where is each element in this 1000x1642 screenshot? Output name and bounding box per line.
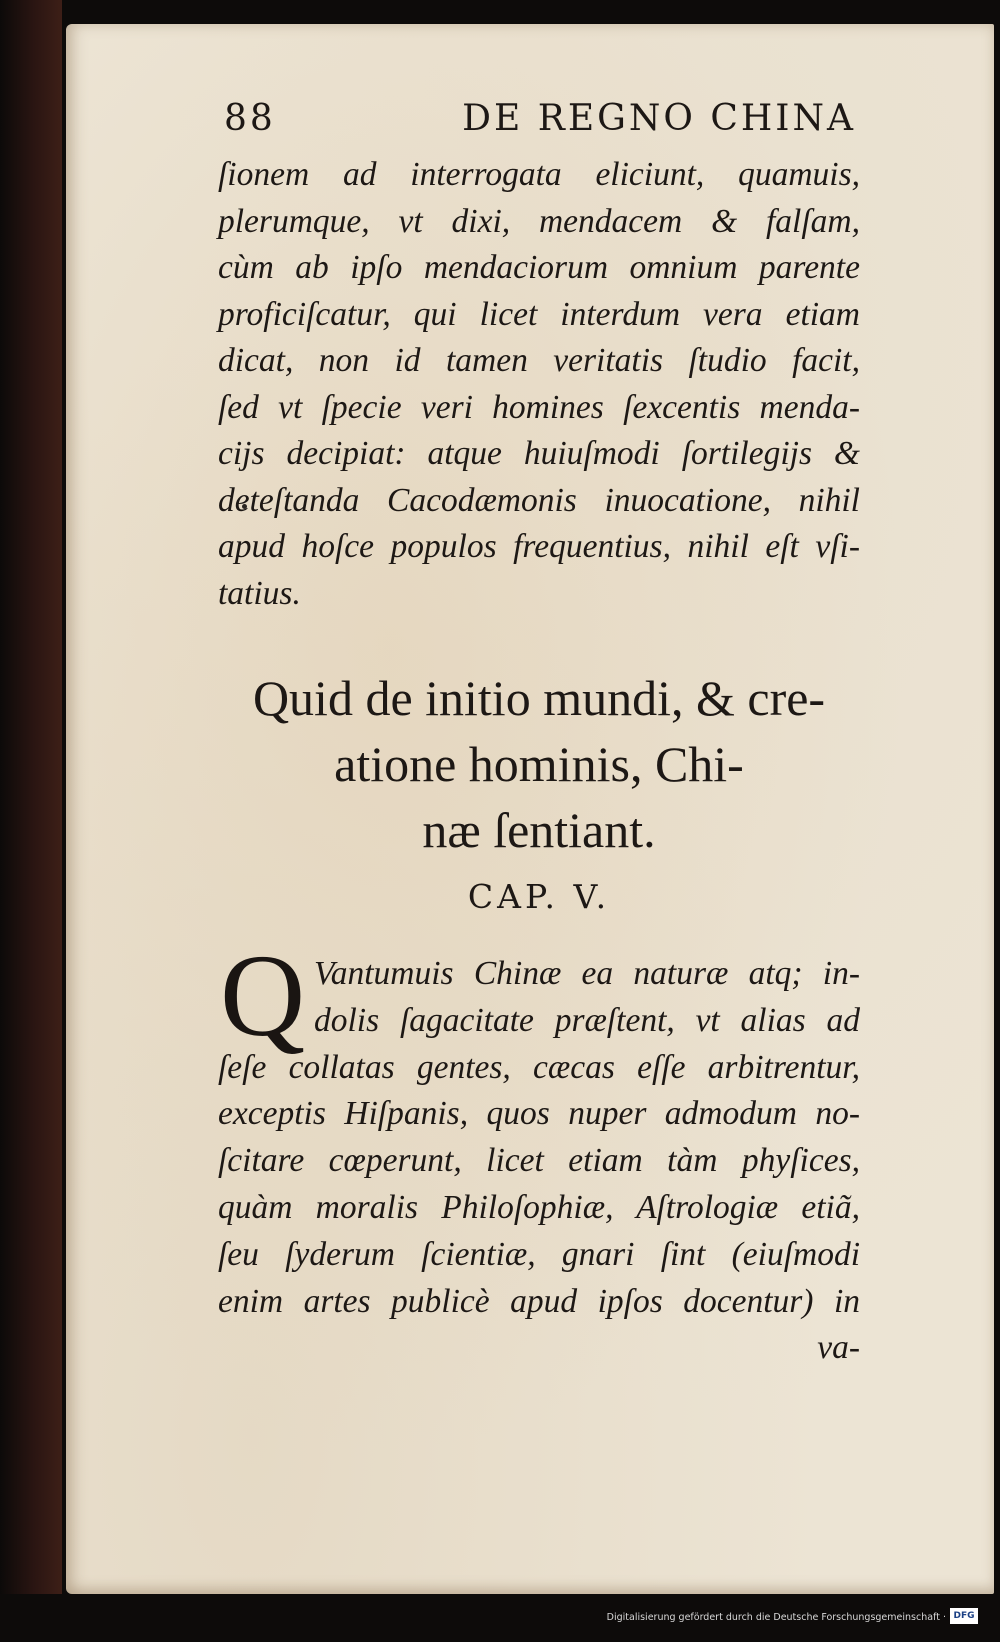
running-head bbox=[218, 98, 860, 150]
page-number: 88 bbox=[224, 98, 276, 139]
continued-paragraph bbox=[218, 152, 860, 617]
heading-line: Quid de initio mundi, & cre- bbox=[252, 670, 826, 726]
chapter-number: CAP. V. bbox=[467, 877, 611, 916]
page-content bbox=[218, 98, 860, 1372]
text-line: ſed vt ſpecie veri homines ſexcentis menda- bbox=[218, 388, 860, 426]
text-line: exceptis Hiſpanis, quos nuper admodum no- bbox=[218, 1095, 860, 1133]
drop-cap: Q bbox=[220, 930, 306, 1061]
text-line: quàm moralis Philoſophiæ, Aſtrologiæ etiã, bbox=[218, 1188, 860, 1226]
text-line: dicat, non id tamen veritatis ſtudio facit, bbox=[218, 342, 860, 379]
text-line: tatius. bbox=[218, 574, 301, 612]
text-line: deteſtanda Cacodæmonis inuocatione, nihil bbox=[218, 481, 860, 519]
text-line: dolis ſagacitate præſtent, vt alias ad bbox=[314, 1001, 860, 1039]
heading-line: atione hominis, Chi- bbox=[334, 736, 744, 792]
text-line: Vantumuis Chinæ ea naturæ atq; in- bbox=[314, 955, 860, 992]
text-line: ſcitare cœperunt, licet etiam tàm phyſices, bbox=[218, 1142, 860, 1180]
text-line: enim artes publicè apud ipſos docentur) in bbox=[218, 1282, 860, 1320]
text-line: apud hoſce populos frequentius, nihil eſt vſi- bbox=[218, 528, 860, 565]
chapter-heading bbox=[218, 665, 860, 863]
digitization-credit: Digitalisierung gefördert durch die Deutsche Forschungsgemeinschaft · bbox=[606, 1612, 946, 1623]
dfg-logo: DFG bbox=[950, 1608, 978, 1624]
text-line: ſeſe collatas gentes, cæcas eſſe arbitrentur, bbox=[218, 1048, 860, 1086]
text-line: cijs decipiat: atque huiuſmodi ſortilegijs & bbox=[218, 435, 860, 472]
chapter-body bbox=[218, 930, 860, 1372]
text-line: cùm ab ipſo mendaciorum omnium parente bbox=[218, 249, 860, 286]
text-line: ſionem ad interrogata eliciunt, quamuis, bbox=[218, 156, 860, 193]
book-binding-edge bbox=[0, 0, 62, 1642]
running-title: DE REGNO CHINA bbox=[462, 98, 856, 139]
text-line: proficiſcatur, qui licet interdum vera etiam bbox=[218, 295, 860, 333]
catchword: va- bbox=[817, 1329, 860, 1367]
text-line: plerumque, vt dixi, mendacem & falſam, bbox=[218, 202, 860, 240]
heading-line: næ ſentiant. bbox=[422, 802, 656, 858]
text-line: ſeu ſyderum ſcientiæ, gnari ſint (eiuſmodi bbox=[218, 1235, 860, 1273]
